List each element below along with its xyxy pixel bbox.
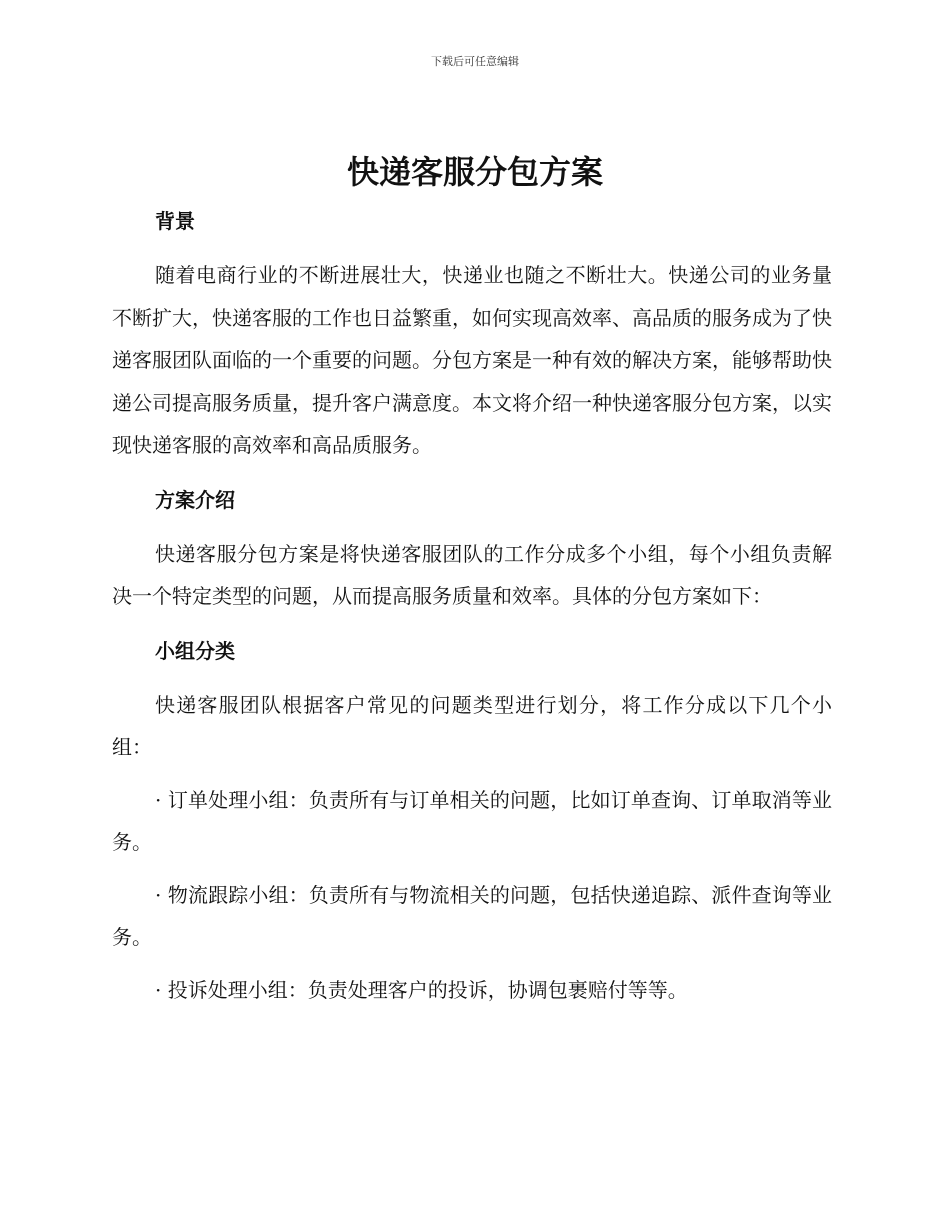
- heading-background: 背景: [155, 209, 195, 233]
- paragraph-background: 随着电商行业的不断进展壮大，快递业也随之不断壮大。快递公司的业务量不断扩大，快递客服的工作也日益繁重，如何实现高效率、高品质的服务成为了快递客服团队面临的一个重要的问题。分包方案是一种有效的解决方案，能够帮助快递公司提高服务质量，提升客户满意度。本文将介绍一种快递客服分包方案，以实现快递客服的高效率和高品质服务。: [112, 263, 832, 457]
- list-item-logistics-group: · 物流跟踪小组：负责所有与物流相关的问题，包括快递追踪、派件查询等业务。: [112, 882, 832, 949]
- list-item-order-group: · 订单处理小组：负责所有与订单相关的问题，比如订单查询、订单取消等业务。: [112, 787, 832, 854]
- document-body: [112, 200, 832, 1011]
- paragraph-groups: 快递客服团队根据客户常见的问题类型进行划分，将工作分成以下几个小组：: [112, 692, 832, 759]
- paragraph-intro: 快递客服分包方案是将快递客服团队的工作分成多个小组，每个小组负责解决一个特定类型的问题，从而提高服务质量和效率。具体的分包方案如下：: [112, 541, 832, 608]
- list-item-complaint-group: · 投诉处理小组：负责处理客户的投诉，协调包裹赔付等等。: [155, 977, 688, 1002]
- document-title: 快递客服分包方案: [346, 153, 603, 191]
- header-note: 下载后可任意编辑: [431, 55, 519, 68]
- heading-intro: 方案介绍: [155, 487, 235, 512]
- heading-groups: 小组分类: [155, 638, 235, 663]
